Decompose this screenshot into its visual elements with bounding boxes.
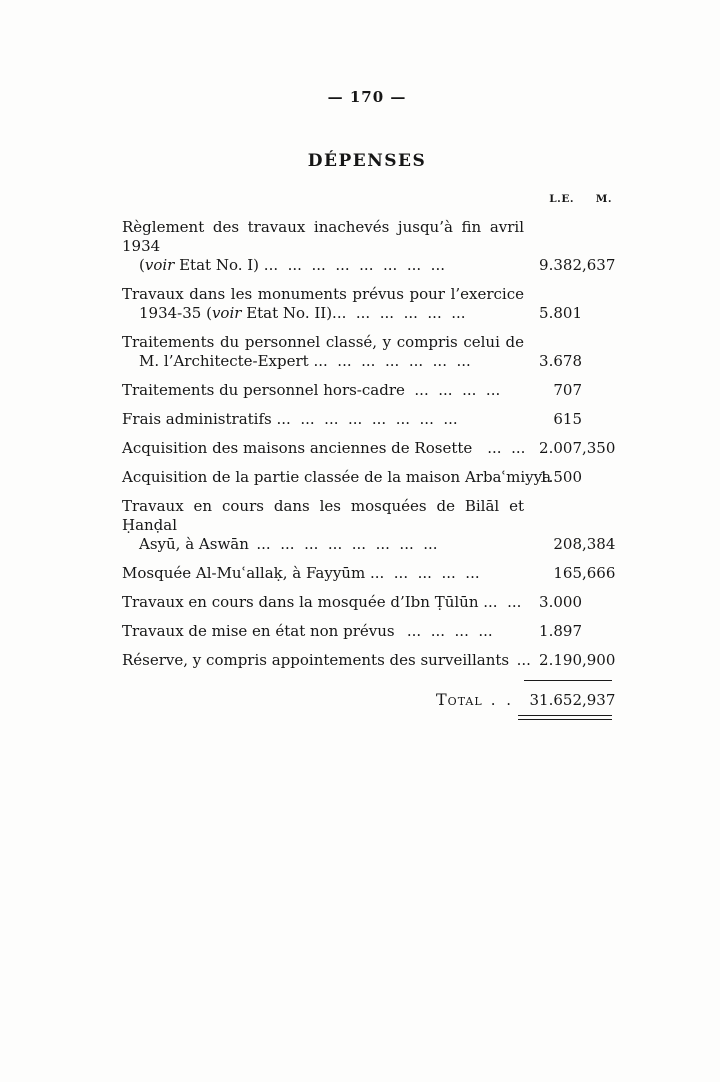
row-amount — [524, 468, 612, 487]
row-label-line2: 1934-35 (voir Etat No. II)... ... ... ... ... ... — [139, 304, 466, 322]
table-row — [122, 439, 616, 458]
row-label-line2: Asyū, à Aswān ... ... ... ... ... ... ... ... — [139, 535, 438, 553]
row-label-line2: (voir Etat No. I) ... ... ... ... ... ... ... ... — [139, 256, 445, 274]
expense-table-rows — [122, 218, 616, 670]
table-row — [122, 651, 616, 670]
table-row — [122, 593, 612, 612]
total-amount-m: ,937 — [582, 691, 616, 710]
total-amount — [524, 691, 616, 710]
row-amount — [524, 381, 612, 400]
row-amount — [524, 622, 612, 641]
amount-m — [582, 468, 612, 487]
row-amount — [524, 564, 616, 583]
total-label: Total — [436, 690, 483, 710]
total-rule — [524, 680, 612, 681]
table-row — [122, 622, 612, 641]
amount-m — [582, 352, 612, 371]
table-row — [122, 381, 612, 400]
column-headers — [122, 193, 612, 206]
row-label — [122, 651, 531, 670]
total-amount-le: 31.652 — [529, 691, 582, 710]
amount-m — [582, 622, 612, 641]
row-label-line1: Mosquée Al-Muʿallaḳ, à Fayyūm ... ... ... ... ... — [122, 564, 480, 582]
row-label — [122, 218, 524, 275]
amount-m: ,350 — [582, 439, 616, 457]
amount-le: 3.678 — [539, 352, 582, 370]
total-double-rule — [518, 715, 612, 720]
row-label — [122, 410, 524, 429]
amount-le: 615 — [553, 410, 582, 428]
table-row — [122, 468, 612, 487]
row-label — [122, 564, 524, 583]
table-row — [122, 333, 612, 371]
row-label — [122, 439, 524, 458]
row-amount — [524, 651, 616, 670]
row-label — [122, 285, 524, 323]
row-amount — [524, 256, 616, 275]
amount-le: 2.007 — [539, 439, 582, 457]
text-column — [122, 0, 616, 720]
table-row — [122, 410, 612, 429]
amount-le: 5.801 — [539, 304, 582, 322]
row-label-line1: Traitements du personnel classé, y compris celui de — [122, 333, 524, 351]
table-row — [122, 564, 616, 583]
row-label-line1: Travaux de mise en état non prévus ... ... ... ... — [122, 622, 493, 640]
amount-m: ,637 — [582, 256, 616, 274]
row-amount — [524, 304, 612, 323]
row-amount — [524, 352, 612, 371]
amount-le: 165 — [553, 564, 582, 582]
row-amount — [524, 593, 612, 612]
total-row — [122, 690, 616, 710]
amount-m: ,384 — [582, 535, 616, 553]
table-row — [122, 218, 616, 275]
row-label — [122, 468, 552, 487]
row-label — [122, 333, 524, 371]
document-title: DÉPENSES — [307, 151, 427, 171]
row-label-line1: Travaux en cours dans les mosquées de Bilāl et Ḥanḍal — [122, 497, 524, 534]
row-label — [122, 593, 524, 612]
amount-m — [582, 381, 612, 400]
amount-le: 9.382 — [539, 256, 582, 274]
table-row — [122, 285, 612, 323]
row-label-line1: Frais administratifs ... ... ... ... ... ... ... ... — [122, 410, 458, 428]
column-header-le: L.E. — [549, 193, 574, 205]
amount-m — [582, 410, 612, 429]
amount-le: 1.500 — [539, 468, 582, 486]
row-label-line1: Travaux en cours dans la mosquée d’Ibn Ṭūlūn ... ... — [122, 593, 522, 611]
amount-m — [582, 593, 612, 612]
row-label-line1: Acquisition des maisons anciennes de Rosette ... ... — [122, 439, 526, 457]
row-label — [122, 381, 524, 400]
amount-le: 208 — [553, 535, 582, 553]
row-label — [122, 622, 524, 641]
table-row — [122, 497, 616, 554]
row-label-line1: Acquisition de la partie classée de la maison Arbaʿmiyya — [122, 468, 552, 486]
row-label-line1: Règlement des travaux inachevés jusqu’à fin avril 1934 — [122, 218, 524, 255]
amount-le: 1.897 — [539, 622, 582, 640]
row-amount — [524, 439, 616, 458]
page-number: — 170 — — [327, 88, 407, 106]
row-label — [122, 497, 524, 554]
row-label-line1: Réserve, y compris appointements des surveillants ... — [122, 651, 531, 669]
amount-m: ,900 — [582, 651, 616, 669]
row-label-line1: Travaux dans les monuments prévus pour l’exercice — [122, 285, 524, 303]
amount-m: ,666 — [582, 564, 616, 582]
total-dots: . . — [490, 691, 514, 710]
row-label-line2: M. l’Architecte-Expert ... ... ... ... ... ... ... — [139, 352, 471, 370]
amount-le: 707 — [553, 381, 582, 399]
amount-le: 2.190 — [539, 651, 582, 669]
row-amount — [524, 535, 616, 554]
row-amount — [524, 410, 612, 429]
column-header-m: M. — [595, 193, 612, 205]
amount-m — [582, 304, 612, 323]
row-label-line1: Traitements du personnel hors-cadre ... ... ... ... — [122, 381, 501, 399]
expense-table — [122, 218, 616, 720]
amount-le: 3.000 — [539, 593, 582, 611]
